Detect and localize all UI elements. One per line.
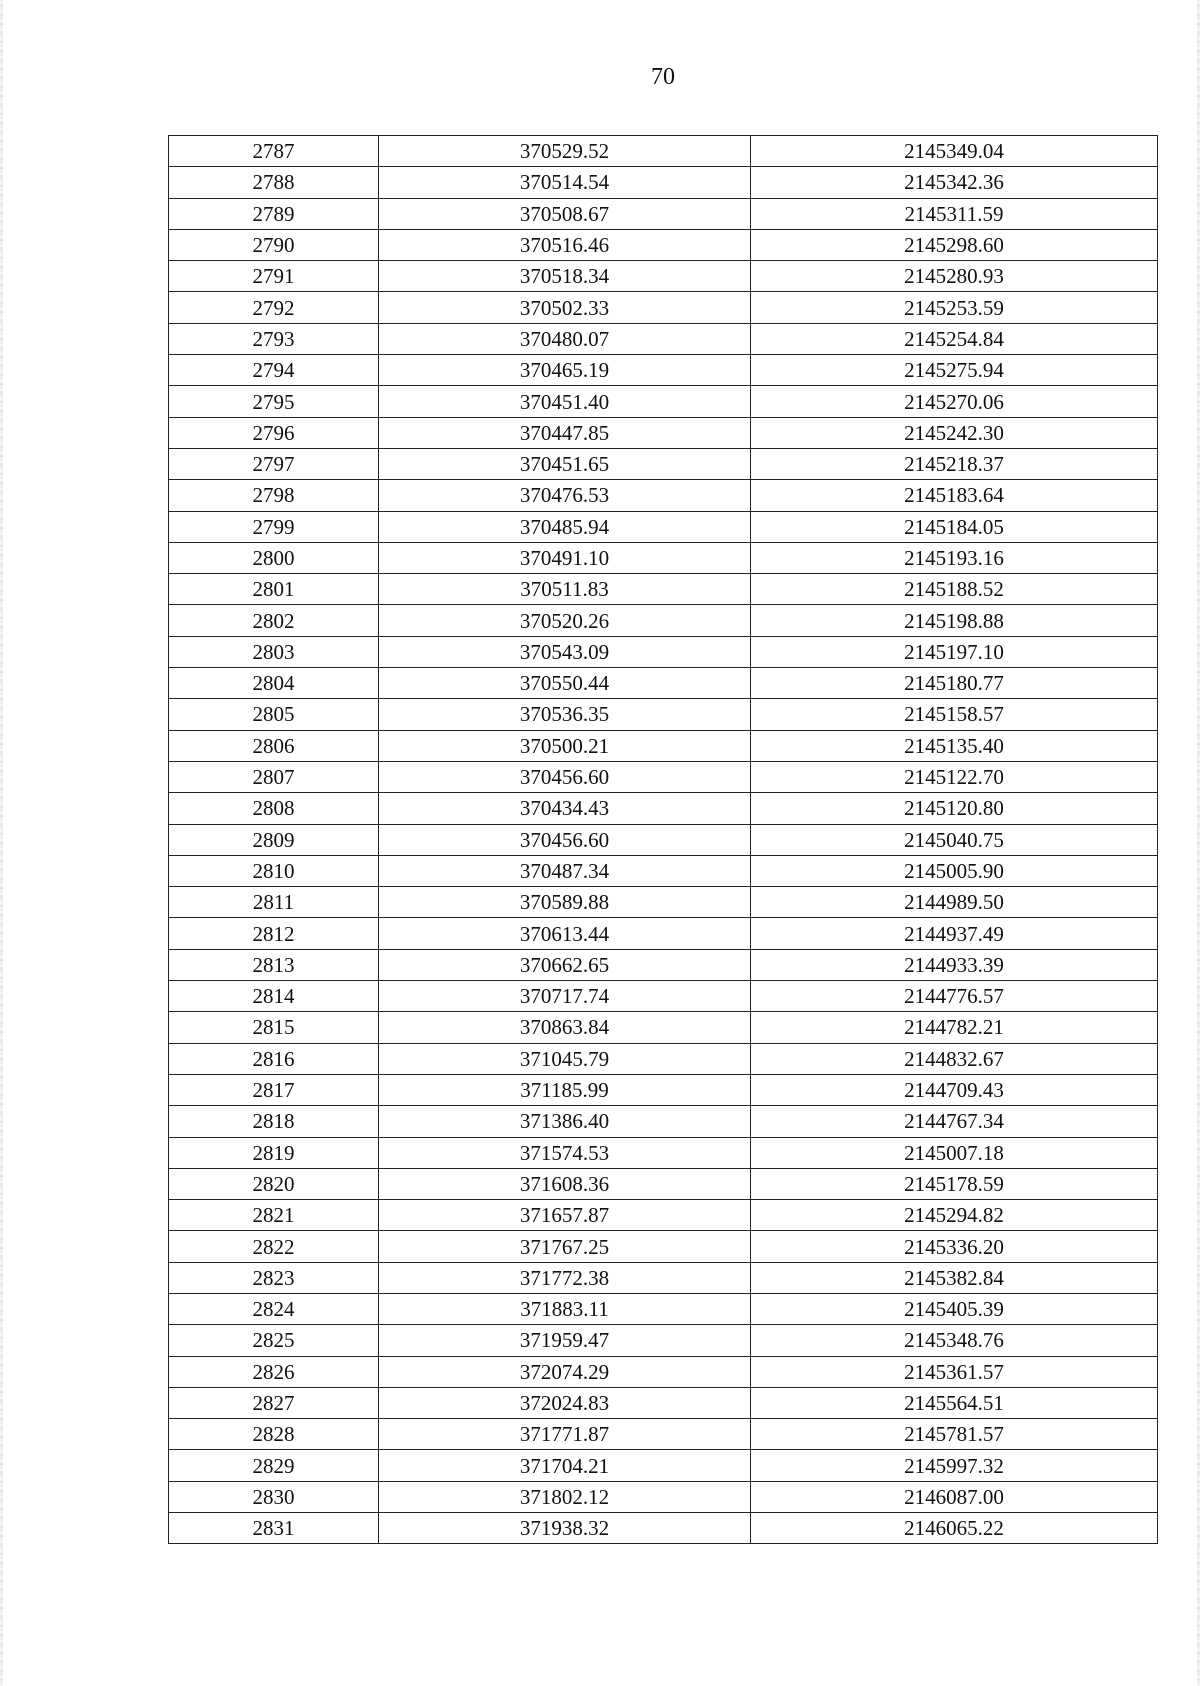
y-coordinate-cell: 2145218.37 — [751, 448, 1158, 479]
table-row — [169, 417, 1158, 448]
point-number-cell: 2790 — [169, 229, 379, 260]
y-coordinate-cell: 2145254.84 — [751, 323, 1158, 354]
x-coordinate-cell: 371608.36 — [379, 1168, 751, 1199]
y-coordinate-cell: 2145178.59 — [751, 1168, 1158, 1199]
x-coordinate-cell: 371802.12 — [379, 1481, 751, 1512]
x-coordinate-cell: 370456.60 — [379, 824, 751, 855]
point-number-cell: 2828 — [169, 1419, 379, 1450]
table-row — [169, 668, 1158, 699]
table-row — [169, 761, 1158, 792]
y-coordinate-cell: 2145342.36 — [751, 167, 1158, 198]
table-row — [169, 1293, 1158, 1324]
table-row — [169, 542, 1158, 573]
table-row — [169, 480, 1158, 511]
x-coordinate-cell: 370511.83 — [379, 574, 751, 605]
point-number-cell: 2814 — [169, 981, 379, 1012]
y-coordinate-cell: 2144782.21 — [751, 1012, 1158, 1043]
table-row — [169, 636, 1158, 667]
x-coordinate-cell: 370480.07 — [379, 323, 751, 354]
point-number-cell: 2801 — [169, 574, 379, 605]
y-coordinate-cell: 2145349.04 — [751, 136, 1158, 167]
y-coordinate-cell: 2145405.39 — [751, 1293, 1158, 1324]
table-row — [169, 1325, 1158, 1356]
y-coordinate-cell: 2145361.57 — [751, 1356, 1158, 1387]
x-coordinate-cell: 371772.38 — [379, 1262, 751, 1293]
table-row — [169, 1106, 1158, 1137]
table-row — [169, 1043, 1158, 1074]
point-number-cell: 2794 — [169, 355, 379, 386]
table-row — [169, 1513, 1158, 1544]
x-coordinate-cell: 370516.46 — [379, 229, 751, 260]
table-row — [169, 292, 1158, 323]
table-row — [169, 386, 1158, 417]
point-number-cell: 2791 — [169, 261, 379, 292]
point-number-cell: 2793 — [169, 323, 379, 354]
table-row — [169, 1074, 1158, 1105]
y-coordinate-cell: 2145122.70 — [751, 761, 1158, 792]
table-row — [169, 1419, 1158, 1450]
point-number-cell: 2800 — [169, 542, 379, 573]
x-coordinate-cell: 370491.10 — [379, 542, 751, 573]
x-coordinate-cell: 371883.11 — [379, 1293, 751, 1324]
table-row — [169, 167, 1158, 198]
x-coordinate-cell: 371045.79 — [379, 1043, 751, 1074]
point-number-cell: 2797 — [169, 448, 379, 479]
point-number-cell: 2822 — [169, 1231, 379, 1262]
scan-edge-left — [0, 0, 3, 1686]
x-coordinate-cell: 371938.32 — [379, 1513, 751, 1544]
table-row — [169, 887, 1158, 918]
point-number-cell: 2823 — [169, 1262, 379, 1293]
table-row — [169, 355, 1158, 386]
x-coordinate-cell: 370451.65 — [379, 448, 751, 479]
x-coordinate-cell: 371704.21 — [379, 1450, 751, 1481]
point-number-cell: 2829 — [169, 1450, 379, 1481]
x-coordinate-cell: 370863.84 — [379, 1012, 751, 1043]
point-number-cell: 2805 — [169, 699, 379, 730]
x-coordinate-cell: 370550.44 — [379, 668, 751, 699]
x-coordinate-cell: 371959.47 — [379, 1325, 751, 1356]
page-number: 70 — [651, 64, 675, 90]
y-coordinate-cell: 2144933.39 — [751, 949, 1158, 980]
table-row — [169, 448, 1158, 479]
y-coordinate-cell: 2145184.05 — [751, 511, 1158, 542]
y-coordinate-cell: 2145298.60 — [751, 229, 1158, 260]
table-row — [169, 1387, 1158, 1418]
y-coordinate-cell: 2144767.34 — [751, 1106, 1158, 1137]
x-coordinate-cell: 370456.60 — [379, 761, 751, 792]
y-coordinate-cell: 2145040.75 — [751, 824, 1158, 855]
coordinates-table-body — [169, 136, 1158, 1544]
x-coordinate-cell: 370613.44 — [379, 918, 751, 949]
point-number-cell: 2789 — [169, 198, 379, 229]
point-number-cell: 2803 — [169, 636, 379, 667]
y-coordinate-cell: 2145997.32 — [751, 1450, 1158, 1481]
x-coordinate-cell: 370589.88 — [379, 887, 751, 918]
y-coordinate-cell: 2145270.06 — [751, 386, 1158, 417]
x-coordinate-cell: 370476.53 — [379, 480, 751, 511]
table-row — [169, 730, 1158, 761]
point-number-cell: 2810 — [169, 855, 379, 886]
x-coordinate-cell: 371657.87 — [379, 1200, 751, 1231]
x-coordinate-cell: 370485.94 — [379, 511, 751, 542]
table-row — [169, 1012, 1158, 1043]
x-coordinate-cell: 372024.83 — [379, 1387, 751, 1418]
y-coordinate-cell: 2145188.52 — [751, 574, 1158, 605]
table-row — [169, 605, 1158, 636]
y-coordinate-cell: 2145781.57 — [751, 1419, 1158, 1450]
x-coordinate-cell: 371767.25 — [379, 1231, 751, 1262]
point-number-cell: 2799 — [169, 511, 379, 542]
y-coordinate-cell: 2144989.50 — [751, 887, 1158, 918]
table-row — [169, 1262, 1158, 1293]
point-number-cell: 2826 — [169, 1356, 379, 1387]
x-coordinate-cell: 371386.40 — [379, 1106, 751, 1137]
x-coordinate-cell: 370434.43 — [379, 793, 751, 824]
y-coordinate-cell: 2145564.51 — [751, 1387, 1158, 1418]
point-number-cell: 2813 — [169, 949, 379, 980]
table-row — [169, 981, 1158, 1012]
y-coordinate-cell: 2145197.10 — [751, 636, 1158, 667]
x-coordinate-cell: 371771.87 — [379, 1419, 751, 1450]
y-coordinate-cell: 2145280.93 — [751, 261, 1158, 292]
table-row — [169, 323, 1158, 354]
y-coordinate-cell: 2145294.82 — [751, 1200, 1158, 1231]
point-number-cell: 2815 — [169, 1012, 379, 1043]
y-coordinate-cell: 2145005.90 — [751, 855, 1158, 886]
x-coordinate-cell: 370451.40 — [379, 386, 751, 417]
table-row — [169, 136, 1158, 167]
table-row — [169, 855, 1158, 886]
point-number-cell: 2804 — [169, 668, 379, 699]
y-coordinate-cell: 2144776.57 — [751, 981, 1158, 1012]
x-coordinate-cell: 371574.53 — [379, 1137, 751, 1168]
y-coordinate-cell: 2145253.59 — [751, 292, 1158, 323]
table-row — [169, 229, 1158, 260]
x-coordinate-cell: 370465.19 — [379, 355, 751, 386]
table-row — [169, 949, 1158, 980]
y-coordinate-cell: 2146065.22 — [751, 1513, 1158, 1544]
point-number-cell: 2820 — [169, 1168, 379, 1199]
table-row — [169, 793, 1158, 824]
x-coordinate-cell: 370514.54 — [379, 167, 751, 198]
coordinates-table — [168, 135, 1158, 1544]
y-coordinate-cell: 2145180.77 — [751, 668, 1158, 699]
y-coordinate-cell: 2145158.57 — [751, 699, 1158, 730]
point-number-cell: 2831 — [169, 1513, 379, 1544]
table-row — [169, 1481, 1158, 1512]
point-number-cell: 2798 — [169, 480, 379, 511]
y-coordinate-cell: 2145135.40 — [751, 730, 1158, 761]
point-number-cell: 2816 — [169, 1043, 379, 1074]
table-row — [169, 198, 1158, 229]
point-number-cell: 2825 — [169, 1325, 379, 1356]
y-coordinate-cell: 2145382.84 — [751, 1262, 1158, 1293]
table-row — [169, 699, 1158, 730]
y-coordinate-cell: 2145007.18 — [751, 1137, 1158, 1168]
y-coordinate-cell: 2145193.16 — [751, 542, 1158, 573]
x-coordinate-cell: 370717.74 — [379, 981, 751, 1012]
point-number-cell: 2806 — [169, 730, 379, 761]
point-number-cell: 2795 — [169, 386, 379, 417]
table-row — [169, 511, 1158, 542]
point-number-cell: 2788 — [169, 167, 379, 198]
point-number-cell: 2796 — [169, 417, 379, 448]
point-number-cell: 2821 — [169, 1200, 379, 1231]
x-coordinate-cell: 370520.26 — [379, 605, 751, 636]
table-row — [169, 1168, 1158, 1199]
y-coordinate-cell: 2144709.43 — [751, 1074, 1158, 1105]
point-number-cell: 2824 — [169, 1293, 379, 1324]
x-coordinate-cell: 370487.34 — [379, 855, 751, 886]
point-number-cell: 2807 — [169, 761, 379, 792]
table-row — [169, 574, 1158, 605]
table-row — [169, 261, 1158, 292]
y-coordinate-cell: 2145198.88 — [751, 605, 1158, 636]
x-coordinate-cell: 370662.65 — [379, 949, 751, 980]
table-row — [169, 1137, 1158, 1168]
y-coordinate-cell: 2145348.76 — [751, 1325, 1158, 1356]
point-number-cell: 2827 — [169, 1387, 379, 1418]
table-row — [169, 1200, 1158, 1231]
x-coordinate-cell: 370447.85 — [379, 417, 751, 448]
y-coordinate-cell: 2145242.30 — [751, 417, 1158, 448]
point-number-cell: 2811 — [169, 887, 379, 918]
point-number-cell: 2817 — [169, 1074, 379, 1105]
point-number-cell: 2812 — [169, 918, 379, 949]
x-coordinate-cell: 370518.34 — [379, 261, 751, 292]
table-row — [169, 918, 1158, 949]
y-coordinate-cell: 2145120.80 — [751, 793, 1158, 824]
x-coordinate-cell: 372074.29 — [379, 1356, 751, 1387]
x-coordinate-cell: 370543.09 — [379, 636, 751, 667]
y-coordinate-cell: 2144832.67 — [751, 1043, 1158, 1074]
y-coordinate-cell: 2144937.49 — [751, 918, 1158, 949]
point-number-cell: 2819 — [169, 1137, 379, 1168]
table-row — [169, 1450, 1158, 1481]
point-number-cell: 2792 — [169, 292, 379, 323]
point-number-cell: 2808 — [169, 793, 379, 824]
y-coordinate-cell: 2145183.64 — [751, 480, 1158, 511]
table-row — [169, 1231, 1158, 1262]
y-coordinate-cell: 2145311.59 — [751, 198, 1158, 229]
x-coordinate-cell: 370508.67 — [379, 198, 751, 229]
table-row — [169, 1356, 1158, 1387]
y-coordinate-cell: 2146087.00 — [751, 1481, 1158, 1512]
point-number-cell: 2802 — [169, 605, 379, 636]
point-number-cell: 2787 — [169, 136, 379, 167]
x-coordinate-cell: 370502.33 — [379, 292, 751, 323]
x-coordinate-cell: 371185.99 — [379, 1074, 751, 1105]
y-coordinate-cell: 2145275.94 — [751, 355, 1158, 386]
x-coordinate-cell: 370536.35 — [379, 699, 751, 730]
y-coordinate-cell: 2145336.20 — [751, 1231, 1158, 1262]
point-number-cell: 2809 — [169, 824, 379, 855]
point-number-cell: 2830 — [169, 1481, 379, 1512]
x-coordinate-cell: 370500.21 — [379, 730, 751, 761]
table-row — [169, 824, 1158, 855]
point-number-cell: 2818 — [169, 1106, 379, 1137]
x-coordinate-cell: 370529.52 — [379, 136, 751, 167]
